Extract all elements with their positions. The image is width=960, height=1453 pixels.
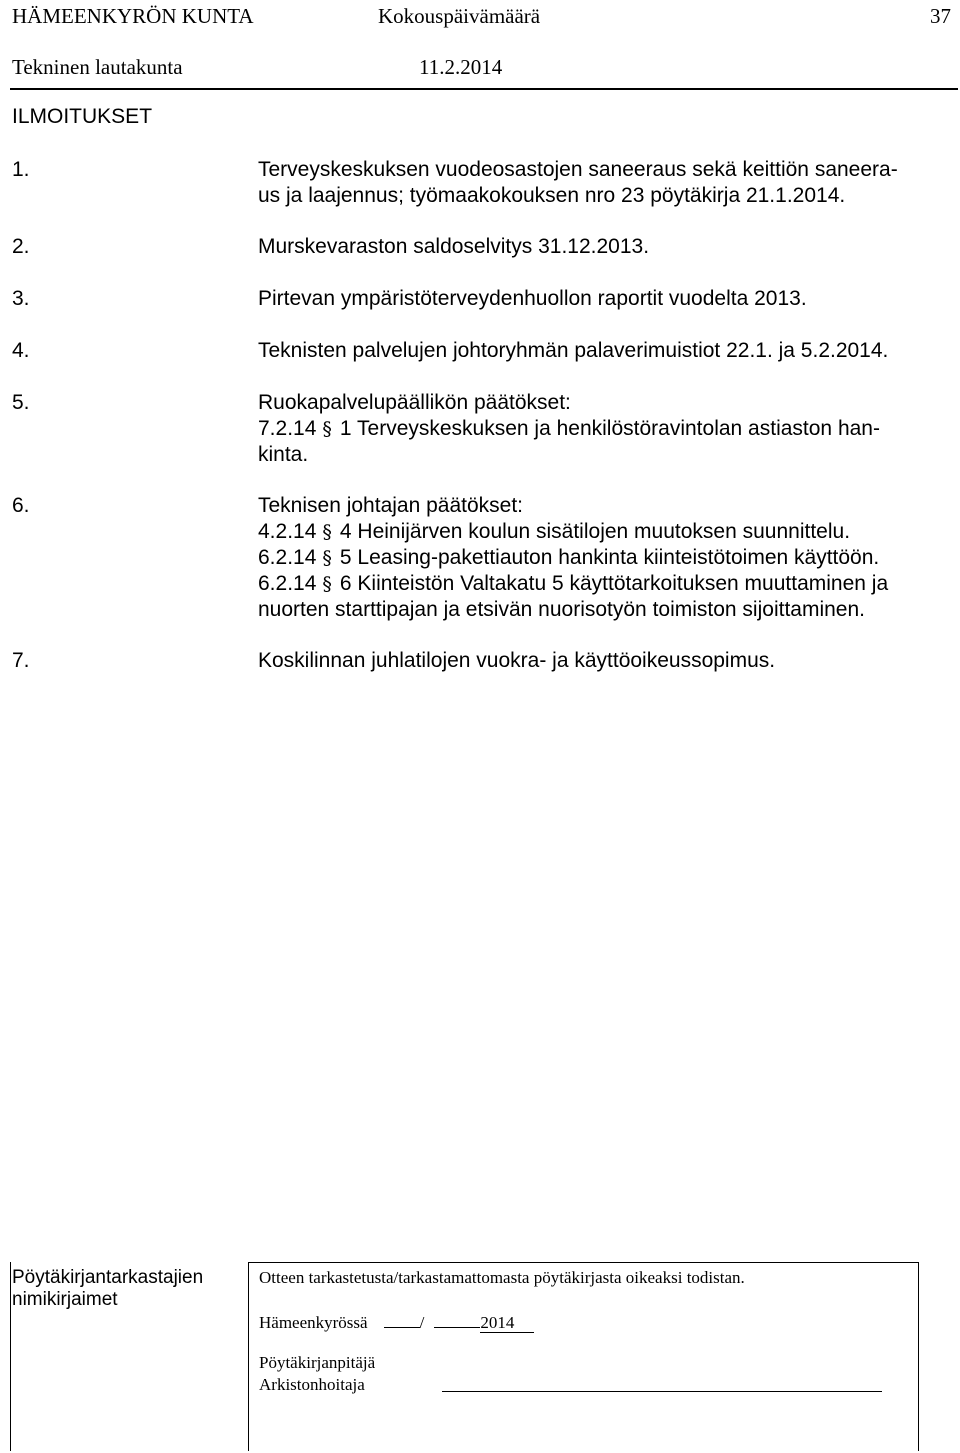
- certify-statement: Otteen tarkastetusta/tarkastamattomasta pöytäkirjasta oikeaksi todistan.: [259, 1268, 745, 1287]
- section-title: ILMOITUKSET: [12, 105, 153, 128]
- item-text-line: Terveyskeskuksen vuodeosastojen saneeraus sekä keittiön saneera-: [258, 158, 898, 181]
- initials-label-cont: nimikirjaimet: [12, 1289, 118, 1310]
- decision-text-continued: kinta.: [258, 443, 309, 466]
- footer-top-border: [248, 1262, 919, 1263]
- decision-date: 6.2.14: [258, 546, 317, 569]
- decision-line: [258, 519, 850, 545]
- initials-label: Pöytäkirjantarkastajien: [12, 1267, 204, 1288]
- signature-line: [442, 1391, 882, 1392]
- decision-text: 6 Kiinteistön Valtakatu 5 käyttötarkoituksen muuttaminen ja: [339, 572, 889, 595]
- keeper-title: Pöytäkirjanpitäjä: [259, 1353, 376, 1372]
- decision-line: [258, 571, 888, 597]
- date-slash: /: [419, 1313, 425, 1332]
- decision-date: 4.2.14: [258, 520, 317, 543]
- place-name: Hämeenkyrössä: [259, 1313, 368, 1332]
- decision-line: [258, 416, 880, 442]
- item-number: 7.: [12, 649, 30, 672]
- meeting-date: 11.2.2014: [419, 55, 503, 79]
- committee-name: Tekninen lautakunta: [12, 55, 183, 79]
- item-text-line: us ja laajennus; työmaakokouksen nro 23 pöytäkirja 21.1.2014.: [258, 184, 846, 207]
- meeting-date-label: Kokouspäivämäärä: [378, 4, 541, 28]
- section-sign-icon: §: [322, 573, 332, 595]
- page-number: 37: [930, 4, 951, 28]
- decision-text: 4 Heinijärven koulun sisätilojen muutoksen suunnittelu.: [339, 520, 851, 543]
- decision-date: 6.2.14: [258, 572, 317, 595]
- footer-right-border: [918, 1262, 919, 1451]
- footer-middle-border: [248, 1262, 249, 1451]
- item-number: 5.: [12, 391, 30, 414]
- section-sign-icon: §: [322, 418, 332, 440]
- item-text-line: Koskilinnan juhlatilojen vuokra- ja käyttöoikeussopimus.: [258, 649, 776, 672]
- keeper-role: Arkistonhoitaja: [259, 1375, 365, 1394]
- signature-place-date: [259, 1309, 534, 1334]
- decision-line: [258, 545, 879, 571]
- decision-text: 1 Terveyskeskuksen ja henkilöstöravintolan astiaston han-: [339, 417, 880, 440]
- certification-footer: [10, 1262, 919, 1451]
- item-heading: Teknisen johtajan päätökset:: [258, 494, 524, 517]
- decision-date: 7.2.14: [258, 417, 317, 440]
- header-divider: [10, 88, 958, 90]
- day-blank: [384, 1309, 420, 1328]
- decision-text: 5 Leasing-pakettiauton hankinta kiinteistötoimen käyttöön.: [339, 546, 880, 569]
- footer-left-border: [10, 1262, 11, 1451]
- item-text-line: Murskevaraston saldoselvitys 31.12.2013.: [258, 235, 650, 258]
- decision-text-continued: nuorten starttipajan ja etsivän nuorisotyön toimiston sijoittaminen.: [258, 598, 865, 621]
- item-text-line: Teknisten palvelujen johtoryhmän palaverimuistiot 22.1. ja 5.2.2014.: [258, 339, 889, 362]
- section-sign-icon: §: [322, 521, 332, 543]
- section-sign-icon: §: [322, 547, 332, 569]
- item-number: 4.: [12, 339, 30, 362]
- month-blank: [434, 1309, 480, 1328]
- municipality-name: HÄMEENKYRÖN KUNTA: [12, 4, 254, 28]
- item-number: 1.: [12, 158, 30, 181]
- signature-year: 2014: [480, 1313, 534, 1333]
- item-heading: Ruokapalvelupäällikön päätökset:: [258, 391, 571, 414]
- item-number: 6.: [12, 494, 30, 517]
- item-number: 2.: [12, 235, 30, 258]
- item-number: 3.: [12, 287, 30, 310]
- item-text-line: Pirtevan ympäristöterveydenhuollon raportit vuodelta 2013.: [258, 287, 807, 310]
